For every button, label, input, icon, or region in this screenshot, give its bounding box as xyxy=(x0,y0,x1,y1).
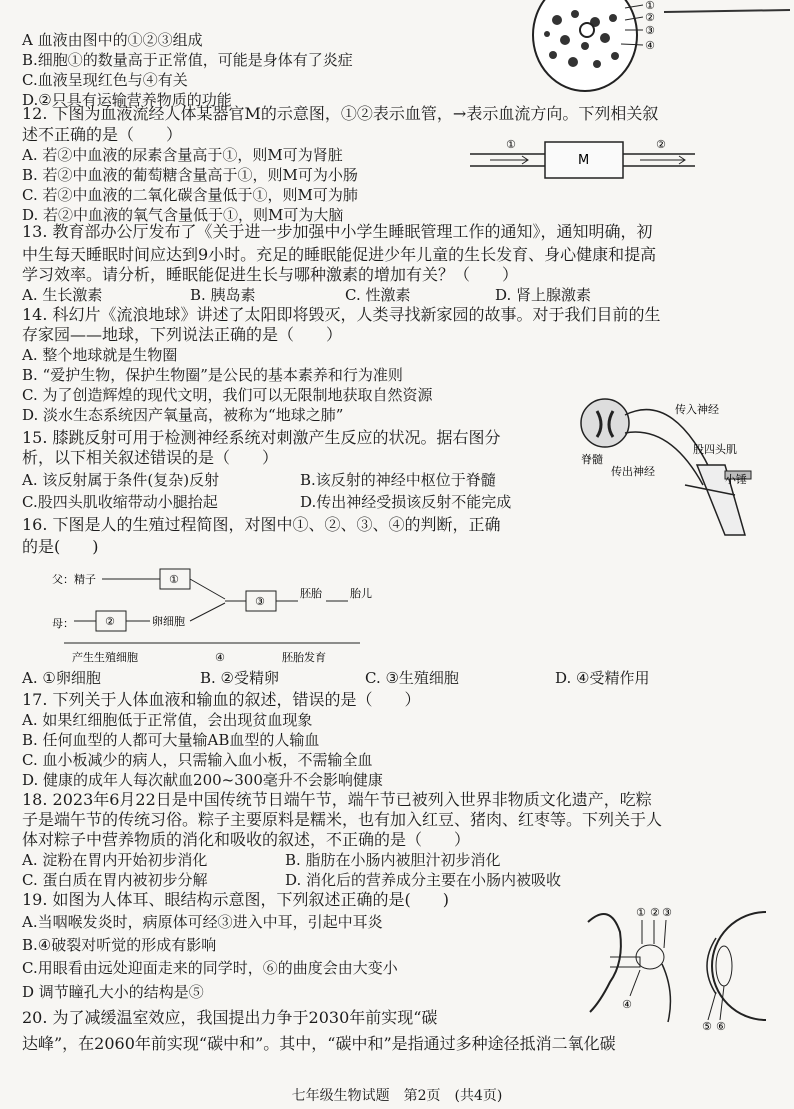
q17-stem: 17. 下列关于人体血液和输血的叙述，错误的是（ ） xyxy=(22,690,421,709)
vessel-label-2: ② xyxy=(656,138,666,151)
q13-stem-line2: 中生每天睡眠时间应达到9小时。充足的睡眠能促进少年儿童的生长发育、身心健康和提高 xyxy=(22,245,657,264)
label-hammer: 小锤 xyxy=(725,473,747,486)
q17-option-c: C. 血小板减少的病人，只需输入血小板，不需输全血 xyxy=(22,751,373,769)
q15-option-c: C.股四头肌收缩带动小腿抬起 xyxy=(22,493,218,511)
q14-stem-line1: 14. 科幻片《流浪地球》讲述了太阳即将毁灭，人类寻找新家园的故事。对于我们目前的生 xyxy=(22,305,661,324)
q18-option-d: D. 消化后的营养成分主要在小肠内被吸收 xyxy=(285,871,562,889)
q15-stem-line1: 15. 膝跳反射可用于检测神经系统对刺激产生反应的状况。据右图分 xyxy=(22,428,501,447)
label-egg: 卵细胞 xyxy=(152,615,185,628)
label-n2: ② xyxy=(105,615,115,628)
reproduction-figure xyxy=(50,565,380,675)
q18-option-a: A. 淀粉在胃内开始初步消化 xyxy=(22,851,208,869)
q12-option-a: A. 若②中血液的尿素含量高于①，则M可为肾脏 xyxy=(22,146,343,164)
label-n4: ④ xyxy=(215,651,225,664)
organ-m-figure xyxy=(470,130,710,200)
page-footer: 七年级生物试题 第2页 (共4页) xyxy=(291,1088,503,1104)
eye-label-5: ⑤ xyxy=(702,1020,712,1032)
q14-option-c: C. 为了创造辉煌的现代文明，我们可以无限制地获取自然资源 xyxy=(22,386,433,404)
q13-stem-line3: 学习效率。请分析，睡眠能促进生长与哪种激素的增加有关？（ ） xyxy=(22,265,519,284)
smear-label-3: ③ xyxy=(645,24,655,37)
q14-option-b: B. “爱护生物，保护生物圈”是公民的基本素养和行为准则 xyxy=(22,366,403,384)
q16-option-b: B. ②受精卵 xyxy=(200,669,280,687)
smear-label-1: ① xyxy=(645,0,655,12)
q15-option-b: B.该反射的神经中枢位于脊髓 xyxy=(300,471,496,489)
q17-option-b: B. 任何血型的人都可大量输AB血型的人输血 xyxy=(22,731,320,749)
smear-label-4: ④ xyxy=(645,39,655,52)
q14-option-a: A. 整个地球就是生物圈 xyxy=(22,346,178,364)
ear-label-4: ④ xyxy=(622,998,632,1011)
q13-option-d: D. 肾上腺激素 xyxy=(495,286,592,304)
q11-option-d: D.②只具有运输营养物质的功能 xyxy=(22,91,232,109)
q17-option-a: A. 如果红细胞低于正常值，会出现贫血现象 xyxy=(22,711,313,729)
eye-label-6: ⑥ xyxy=(716,1020,726,1032)
smear-label-2: ② xyxy=(645,11,655,24)
header-marks xyxy=(660,0,794,24)
q16-option-d: D. ④受精作用 xyxy=(555,669,650,687)
q11-option-b: B.细胞①的数量高于正常值，可能是身体有了炎症 xyxy=(22,51,353,69)
q18-option-c: C. 蛋白质在胃内被初步分解 xyxy=(22,871,208,889)
label-embryo: 胚胎 xyxy=(300,587,322,600)
q16-option-c: C. ③生殖细胞 xyxy=(365,669,459,687)
eye-structure-figure xyxy=(686,902,786,1032)
label-n3: ③ xyxy=(255,595,265,608)
q14-option-d: D. 淡水生态系统因产氧量高，被称为“地球之肺” xyxy=(22,406,344,424)
q18-stem-line1: 18. 2023年6月22日是中国传统节日端午节，端午节已被列入世界非物质文化遗产，吃粽 xyxy=(22,790,652,809)
label-spinal-cord: 脊髓 xyxy=(581,453,603,466)
blood-smear-figure xyxy=(525,0,665,92)
q13-stem-line1: 13. 教育部办公厅发布了《关于进一步加强中小学生睡眠管理工作的通知》，通知明确，初 xyxy=(22,222,653,241)
knee-reflex-figure xyxy=(575,385,775,545)
q12-option-c: C. 若②中血液的二氧化碳含量低于①，则M可为肺 xyxy=(22,186,358,204)
q13-option-b: B. 胰岛素 xyxy=(190,286,256,304)
q19-option-d: D 调节瞳孔大小的结构是⑤ xyxy=(22,983,204,1001)
ear-label-3: ③ xyxy=(662,906,672,919)
label-mother: 母： xyxy=(52,617,74,630)
q12-stem-line2: 述不正确的是（ ） xyxy=(22,125,183,144)
ear-label-2: ② xyxy=(650,906,660,919)
label-afferent-nerve: 传入神经 xyxy=(675,403,719,416)
label-quadriceps: 股四头肌 xyxy=(693,443,737,456)
q16-stem-line2: 的是( ) xyxy=(22,537,99,556)
q16-option-a: A. ①卵细胞 xyxy=(22,669,101,687)
q19-option-a: A.当咽喉发炎时，病原体可经③进入中耳，引起中耳炎 xyxy=(22,913,383,931)
q13-option-a: A. 生长激素 xyxy=(22,286,103,304)
q19-option-c: C.用眼看由远处迎面走来的同学时，⑥的曲度会由大变小 xyxy=(22,959,398,977)
label-father: 父： xyxy=(52,573,74,586)
q20-stem-line1: 20. 为了减缓温室效应，我国提出力争于2030年前实现“碳 xyxy=(22,1008,438,1027)
organ-label-m: M xyxy=(578,153,590,168)
label-germ-cells: 产生生殖细胞 xyxy=(72,651,138,664)
vessel-label-1: ① xyxy=(506,138,516,151)
q20-stem-line2: 达峰”，在2060年前实现“碳中和”。其中，“碳中和”是指通过多种途径抵消二氧化碳 xyxy=(22,1034,616,1053)
label-efferent-nerve: 传出神经 xyxy=(611,465,655,478)
q16-stem-line1: 16. 下图是人的生殖过程简图，对图中①、②、③、④的判断，正确 xyxy=(22,515,501,534)
q12-option-b: B. 若②中血液的葡萄糖含量高于①，则M可为小肠 xyxy=(22,166,358,184)
label-sperm: 精子 xyxy=(74,573,96,586)
q19-stem: 19. 如图为人体耳、眼结构示意图，下列叙述正确的是( ) xyxy=(22,890,450,909)
label-n1: ① xyxy=(169,573,179,586)
q11-option-a: A 血液由图中的①②③组成 xyxy=(22,31,203,49)
q11-option-c: C.血液呈现红色与④有关 xyxy=(22,71,188,89)
q15-stem-line2: 析，以下相关叙述错误的是（ ） xyxy=(22,448,279,467)
q14-stem-line2: 存家园——地球，下列说法正确的是（ ） xyxy=(22,325,343,344)
q19-option-b: B.④破裂对听觉的形成有影响 xyxy=(22,936,217,954)
q18-option-b: B. 脂肪在小肠内被胆汁初步消化 xyxy=(285,851,501,869)
ear-structure-figure xyxy=(580,902,690,1032)
q17-option-d: D. 健康的成年人每次献血200~300毫升不会影响健康 xyxy=(22,771,383,789)
q18-stem-line2: 子是端午节的传统习俗。粽子主要原料是糯米，也有加入红豆、猪肉、红枣等。下列关于人 xyxy=(22,810,663,829)
q15-option-d: D.传出神经受损该反射不能完成 xyxy=(300,493,512,511)
q13-option-c: C. 性激素 xyxy=(345,286,411,304)
label-fetus: 胎儿 xyxy=(350,587,372,600)
q12-option-d: D. 若②中血液的氧气含量低于①，则M可为大脑 xyxy=(22,206,344,224)
ear-label-1: ① xyxy=(636,906,646,919)
q18-stem-line3: 体对粽子中营养物质的消化和吸收的叙述，不正确的是（ ） xyxy=(22,830,471,849)
q12-stem-line1: 12. 下图为血液流经人体某器官M的示意图，①②表示血管，→表示血流方向。下列相关叙 xyxy=(22,104,659,123)
label-development: 胚胎发育 xyxy=(282,651,326,664)
q15-option-a: A. 该反射属于条件(复杂)反射 xyxy=(22,471,220,489)
